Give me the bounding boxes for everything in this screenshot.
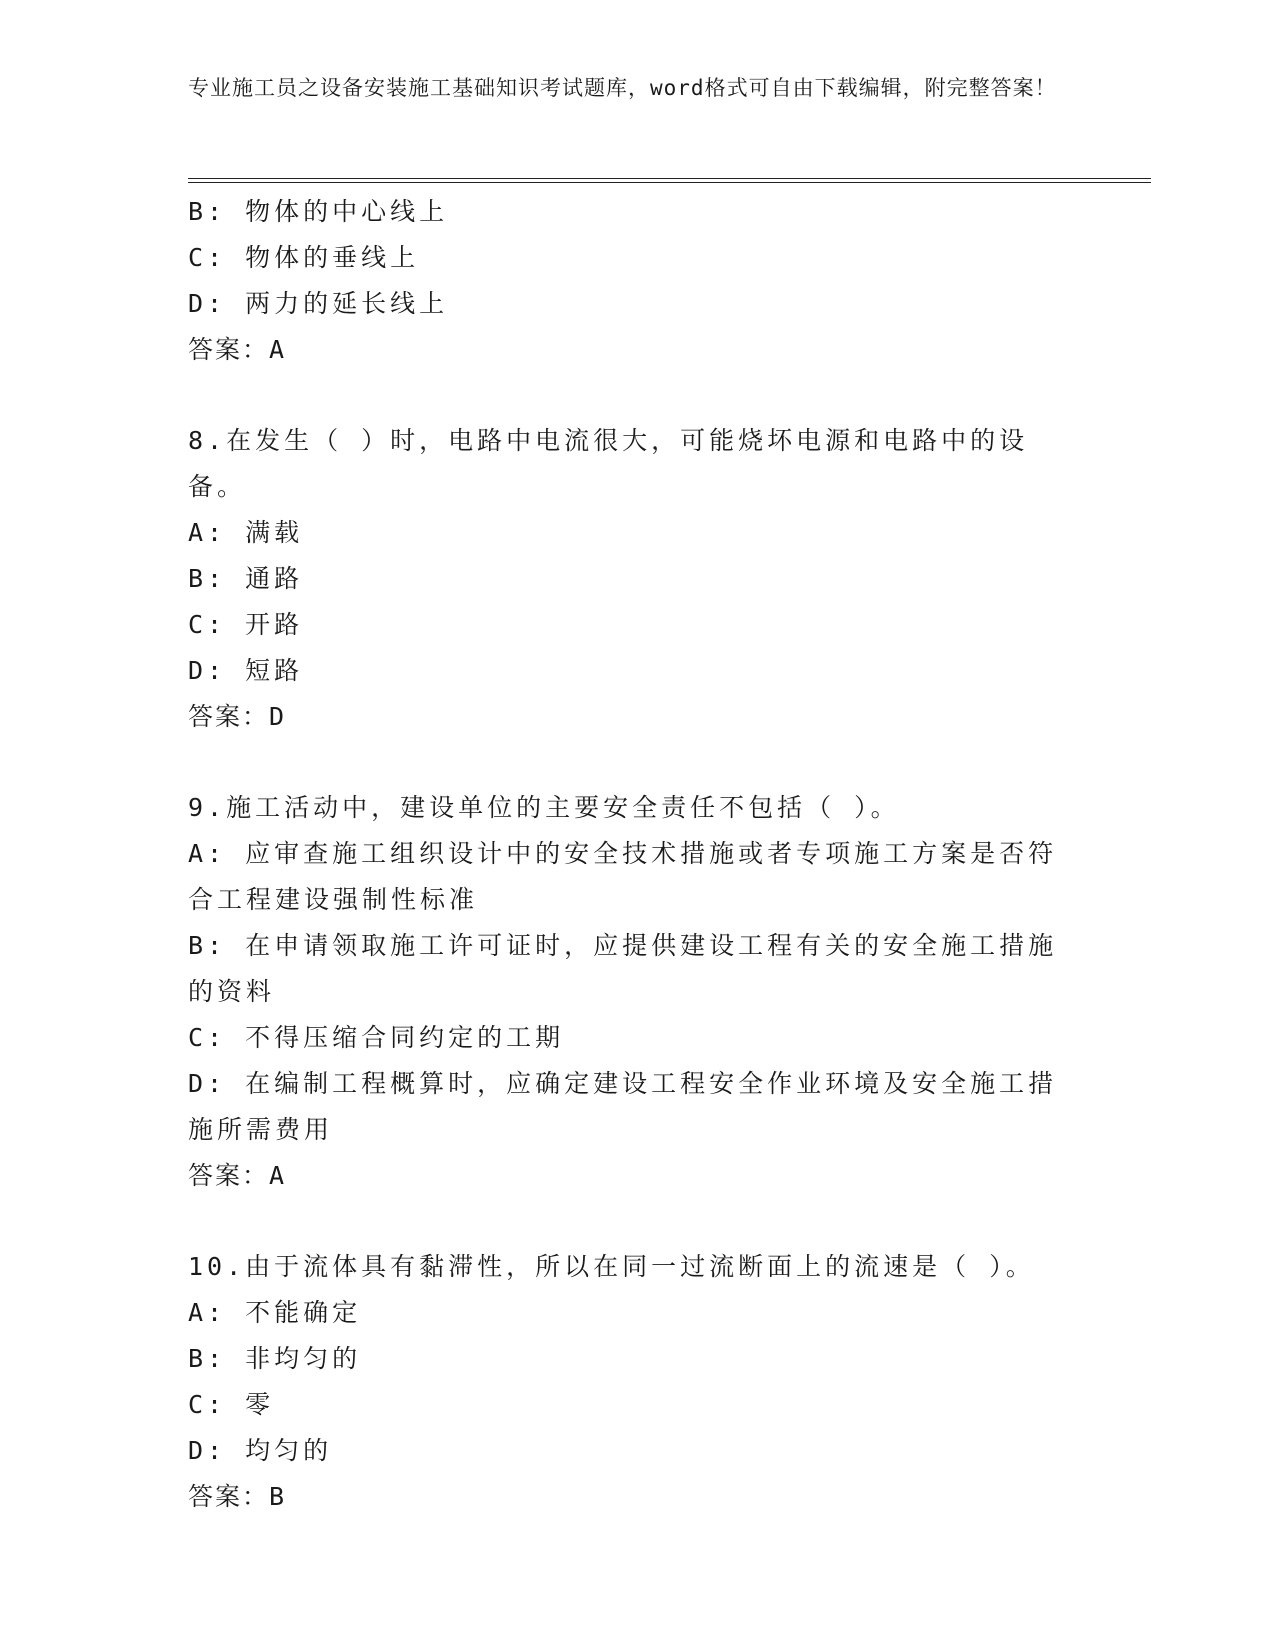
option-a: A: 应审查施工组织设计中的安全技术措施或者专项施工方案是否符合工程建设强制性标准 — [188, 839, 1058, 914]
option-c: C: 零 — [188, 1390, 275, 1419]
option-b: B: 在申请领取施工许可证时，应提供建设工程有关的安全施工措施的资料 — [188, 931, 1058, 1006]
option-c: C: 不得压缩合同约定的工期 — [188, 1023, 565, 1052]
option-c: C: 开路 — [188, 610, 304, 639]
question-stem: 9.施工活动中，建设单位的主要安全责任不包括（ ）。 — [188, 793, 900, 822]
question-stem: 10.由于流体具有黏滞性，所以在同一过流断面上的流速是（ ）。 — [188, 1252, 1035, 1281]
answer: 答案：D — [188, 702, 287, 731]
option-a: A: 满载 — [188, 518, 304, 547]
option-d: D: 均匀的 — [188, 1436, 333, 1465]
document-header: 专业施工员之设备安装施工基础知识考试题库，word格式可自由下载编辑，附完整答案！ — [188, 76, 1057, 100]
answer: 答案：A — [188, 1161, 287, 1190]
option-d: D: 在编制工程概算时，应确定建设工程安全作业环境及安全施工措施所需费用 — [188, 1069, 1058, 1144]
answer: 答案：B — [188, 1482, 287, 1511]
spacer — [188, 740, 1078, 785]
header-rule-top — [188, 178, 1151, 179]
option-b: B: 通路 — [188, 564, 304, 593]
header-rule-bottom — [188, 182, 1151, 183]
spacer — [188, 1199, 1078, 1244]
option-d: D: 两力的延长线上 — [188, 289, 449, 318]
answer: 答案：A — [188, 335, 287, 364]
question-stem: 8.在发生（ ）时，电路中电流很大，可能烧坏电源和电路中的设备。 — [188, 426, 1029, 501]
question-list — [188, 189, 1078, 1520]
question-10 — [188, 1244, 1078, 1520]
option-c: C: 物体的垂线上 — [188, 243, 420, 272]
option-b: B: 物体的中心线上 — [188, 197, 449, 226]
question-9 — [188, 785, 1078, 1199]
option-b: B: 非均匀的 — [188, 1344, 362, 1373]
spacer — [188, 373, 1078, 418]
question-8 — [188, 418, 1078, 740]
question-7-continued — [188, 189, 1078, 373]
option-a: A: 不能确定 — [188, 1298, 362, 1327]
option-d: D: 短路 — [188, 656, 304, 685]
